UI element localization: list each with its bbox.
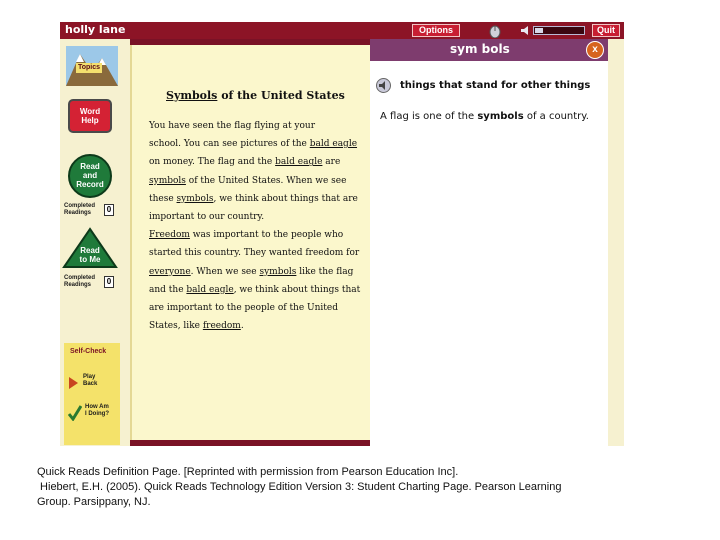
story-text-segment: are important to the people of the United [149, 303, 339, 313]
app-title: holly lane [65, 23, 126, 36]
how-am-i-doing-button[interactable]: How Am I Doing? [85, 404, 109, 417]
story-text-segment: and the [149, 284, 187, 295]
read-to-me-label-line1: Read [80, 246, 100, 255]
read-and-record-label-line1: Read [80, 162, 100, 171]
heading-rest: of the United States [217, 89, 345, 102]
word-link[interactable]: Freedom [149, 230, 190, 241]
topics-label: Topics [77, 64, 101, 71]
book-edge-right [608, 39, 624, 446]
story-text-segment: States, like [149, 321, 203, 332]
story-text-segment: was important to the people who [189, 230, 344, 241]
read-and-record-label-line2: and [82, 171, 98, 180]
self-check-panel [64, 343, 120, 445]
story-line [149, 226, 343, 244]
sidebar [60, 39, 120, 446]
story-line [149, 208, 264, 226]
word-help-label-line1: Word [79, 107, 101, 116]
completed-readings-label: Completed Readings [64, 203, 96, 216]
story-text-segment: started this country. They wanted freedom for [149, 248, 360, 259]
close-icon[interactable]: x [586, 41, 604, 59]
word-help-label-line2: Help [81, 116, 99, 125]
options-button[interactable]: Options [412, 24, 460, 37]
topics-button[interactable] [66, 46, 118, 86]
story-line [149, 299, 338, 317]
story-line [149, 117, 315, 135]
story-text-segment: You have seen the flag flying at your [149, 121, 316, 131]
page-title [166, 89, 345, 102]
word-link[interactable]: bald eagle [275, 157, 323, 168]
story-line [149, 153, 340, 171]
story-line [149, 317, 244, 335]
read-to-me-button[interactable] [62, 227, 118, 269]
word-help-button[interactable] [68, 99, 112, 133]
check-icon[interactable] [68, 405, 82, 421]
definition-text: things that stand for other things [400, 80, 591, 91]
read-record-count: 0 [104, 204, 114, 216]
definition-panel [370, 39, 608, 446]
story-text-segment: on money. The flag and the [149, 157, 276, 168]
top-bar [60, 22, 624, 39]
mouse-icon[interactable] [488, 23, 502, 38]
quit-button[interactable]: Quit [592, 24, 620, 37]
book-edge [120, 39, 130, 446]
word-link[interactable]: symbols [176, 193, 214, 204]
story-text-segment: important to our country. [149, 212, 265, 222]
figure-caption [37, 465, 677, 510]
word-link[interactable]: symbols [259, 266, 297, 277]
story-text-segment: like the flag [296, 266, 354, 277]
app-window [60, 22, 624, 446]
word-link[interactable]: bald eagle [309, 139, 358, 150]
story-text-segment: are [322, 157, 341, 168]
story-text-segment: school. You can see pictures of the [149, 139, 310, 150]
word-link[interactable]: freedom [202, 321, 241, 332]
self-check-title: Self-Check [70, 348, 107, 355]
example-sentence: A flag is one of the symbols of a country. [380, 111, 589, 122]
word-link[interactable]: symbols [149, 175, 186, 186]
definition-panel-header [370, 39, 608, 61]
volume-slider[interactable] [533, 26, 585, 35]
volume-icon [520, 25, 532, 36]
word-link[interactable]: everyone [149, 266, 191, 277]
story-text-segment: . When we see [190, 266, 260, 277]
caption-line-3: Group. Parsippany, NJ. [37, 496, 151, 508]
story-text-segment: of the United States. When we see [185, 175, 347, 186]
caption-line-1: Quick Reads Definition Page. [Reprinted with permission from Pearson Education Inc]. [37, 466, 459, 478]
read-to-me-label-line2: to Me [79, 255, 101, 264]
story-line [149, 172, 346, 190]
heading-symbols-link[interactable]: Symbols [166, 89, 218, 102]
story-line [149, 135, 357, 153]
read-and-record-button[interactable] [67, 153, 113, 199]
book-page [130, 45, 372, 440]
story-line [149, 190, 358, 208]
play-arrow-icon[interactable] [69, 377, 78, 389]
caption-line-2: Hiebert, E.H. (2005). Quick Reads Technology Edition Version 3: Student Charting Page. Pearson Learning [37, 481, 562, 493]
story-line [149, 244, 359, 262]
story-text-segment: these [149, 193, 177, 204]
volume-slider-knob[interactable] [535, 28, 543, 33]
definition-word: sym bols [450, 42, 510, 56]
completed-readings-label-2: Completed Readings [64, 275, 96, 288]
story-text-segment: . [240, 321, 244, 332]
speaker-icon[interactable] [376, 78, 391, 93]
story-text-segment: , we think about things that are [213, 193, 358, 204]
word-link[interactable]: bald eagle [186, 284, 234, 295]
read-and-record-label-line3: Record [76, 180, 104, 189]
read-to-me-count: 0 [104, 276, 114, 288]
play-back-button[interactable]: Play Back [83, 374, 98, 387]
story-line [149, 281, 360, 299]
story-line [149, 263, 353, 281]
story-text-segment: , we think about things that [233, 284, 361, 295]
